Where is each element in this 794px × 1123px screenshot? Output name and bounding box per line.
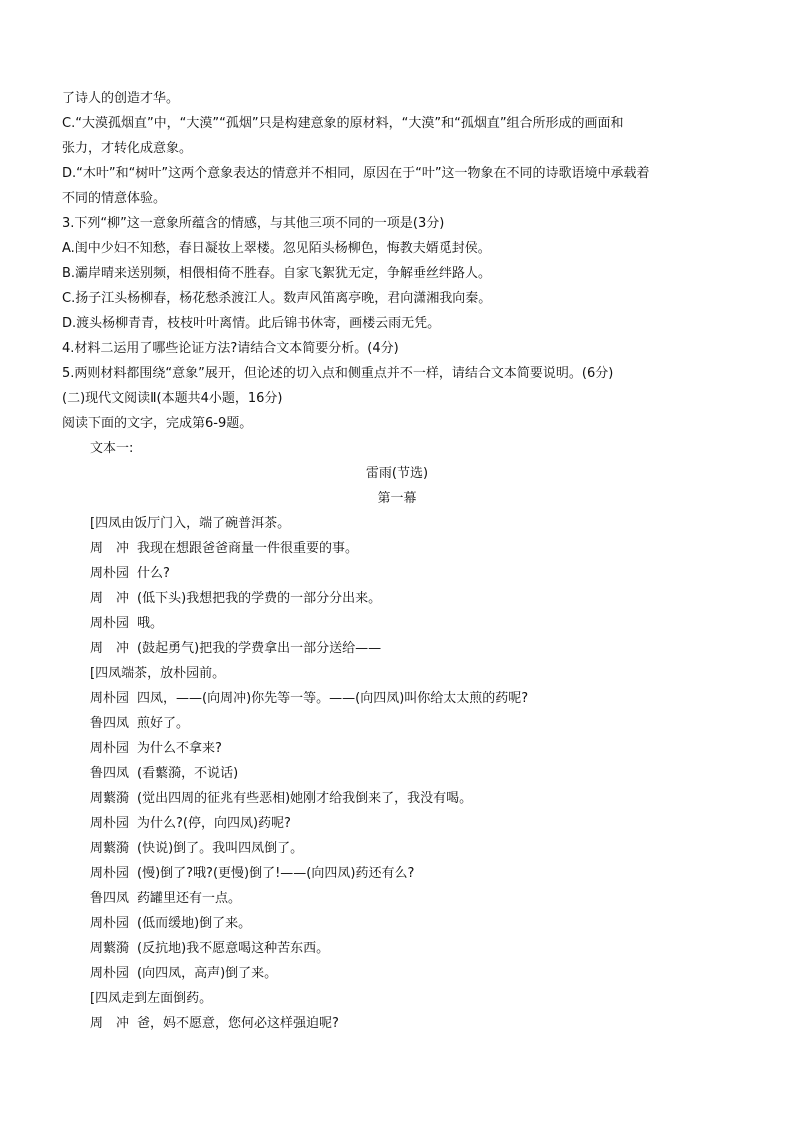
speaker-name: 鲁四凤 — [90, 891, 130, 906]
dialogue-text: (向四凤，高声)倒了来。 — [137, 966, 278, 981]
speaker-name: 周蘩漪 — [90, 791, 130, 806]
speaker-name: 周朴园 — [90, 866, 130, 881]
dialogue-text: 药罐里还有一点。 — [137, 891, 242, 906]
speaker-name: 周蘩漪 — [90, 941, 130, 956]
speaker-name: 鲁四凤 — [90, 716, 130, 731]
dialogue-line — [90, 641, 770, 657]
dialogue-line — [90, 841, 770, 857]
speaker-name: 周朴园 — [90, 616, 130, 631]
speaker-name: 周朴园 — [90, 741, 130, 756]
dialogue-line — [90, 816, 770, 832]
speaker-name: 周朴园 — [90, 566, 130, 581]
paragraph-line: 了诗人的创造才华。 — [62, 91, 180, 106]
dialogue-line — [90, 866, 770, 882]
play-title: 雷雨(节选) — [365, 466, 429, 481]
dialogue-line — [90, 891, 770, 907]
stage-direction: [四凤由饭厅门入，端了碗普洱茶。 — [90, 516, 291, 531]
dialogue-line — [90, 966, 770, 982]
question-3-option-d: D.渡头杨柳青青，枝枝叶叶离情。此后锦书休寄，画楼云雨无凭。 — [62, 316, 441, 331]
dialogue-text: 煎好了。 — [137, 716, 190, 731]
speaker-name: 周朴园 — [90, 691, 130, 706]
speaker-name: 周 冲 — [90, 641, 130, 656]
question-3-option-a: A.闺中少妇不知愁，春日凝妆上翠楼。忽见陌头杨柳色，悔教夫婿觅封侯。 — [62, 241, 491, 256]
question-3: 3.下列“柳”这一意象所蕴含的情感，与其他三项不同的一项是(3分) — [62, 216, 445, 231]
stage-direction: [四凤端茶，放朴园前。 — [90, 666, 226, 681]
dialogue-line — [90, 941, 770, 957]
dialogue-text: (鼓起勇气)把我的学费拿出一部分送给—— — [137, 641, 382, 656]
speaker-name: 周 冲 — [90, 591, 130, 606]
instruction-line: 阅读下面的文字，完成第6-9题。 — [62, 416, 253, 431]
dialogue-text: 四凤，——(向周冲)你先等一等。——(向四凤)叫你给太太煎的药呢? — [137, 691, 529, 706]
speaker-name: 周朴园 — [90, 916, 130, 931]
dialogue-line — [90, 591, 770, 607]
question-5: 5.两则材料都围绕“意象”展开，但论述的切入点和侧重点并不一样，请结合文本简要说明。(6分) — [62, 366, 614, 381]
dialogue-text: (慢)倒了?哦?(更慢)倒了!——(向四凤)药还有么? — [137, 866, 415, 881]
question-4: 4.材料二运用了哪些论证方法?请结合文本简要分析。(4分) — [62, 341, 399, 356]
dialogue-line — [90, 616, 770, 632]
dialogue-text: (觉出四周的征兆有些恶相)她刚才给我倒来了，我没有喝。 — [137, 791, 473, 806]
stage-direction: [四凤走到左面倒药。 — [90, 991, 213, 1006]
dialogue-line — [90, 716, 770, 732]
question-3-option-b: B.灞岸晴来送别频，相偎相倚不胜春。自家飞絮犹无定，争解垂丝绊路人。 — [62, 266, 492, 281]
dialogue-text: 为什么不拿来? — [137, 741, 222, 756]
dialogue-line — [90, 541, 770, 557]
dialogue-text: 我现在想跟爸爸商量一件很重要的事。 — [137, 541, 359, 556]
dialogue-line — [90, 916, 770, 932]
dialogue-text: 什么? — [137, 566, 170, 581]
speaker-name: 周朴园 — [90, 816, 130, 831]
question-3-option-c: C.扬子江头杨柳春，杨花愁杀渡江人。数声风笛离亭晚，君向潇湘我向秦。 — [62, 291, 492, 306]
section-heading: (二)现代文阅读Ⅱ(本题共4小题，16分) — [62, 391, 283, 406]
option-c-continuation: 张力，才转化成意象。 — [62, 141, 193, 156]
speaker-name: 周朴园 — [90, 966, 130, 981]
dialogue-line — [90, 741, 770, 757]
option-d-continuation: 不同的情意体验。 — [62, 191, 167, 206]
dialogue-text: 爸，妈不愿意，您何必这样强迫呢? — [137, 1016, 339, 1031]
option-d-line: D.“木叶”和“树叶”这两个意象表达的情意并不相同，原因在于“叶”这一物象在不同的诗歌语境中承载着 — [62, 166, 650, 181]
speaker-name: 鲁四凤 — [90, 766, 130, 781]
dialogue-line — [90, 1016, 770, 1032]
dialogue-text: (低下头)我想把我的学费的一部分分出来。 — [137, 591, 382, 606]
dialogue-line — [90, 791, 770, 807]
dialogue-text: (看蘩漪，不说话) — [137, 766, 239, 781]
option-c-line: C.“大漠孤烟直”中，“大漠”“孤烟”只是构建意象的原材料，“大漠”和“孤烟直”组合所形成的画面和 — [62, 116, 624, 131]
dialogue-text: (快说)倒了。我叫四凤倒了。 — [137, 841, 304, 856]
speaker-name: 周 冲 — [90, 541, 130, 556]
speaker-name: 周 冲 — [90, 1016, 130, 1031]
dialogue-line — [90, 766, 770, 782]
dialogue-text: (低而缓地)倒了来。 — [137, 916, 252, 931]
speaker-name: 周蘩漪 — [90, 841, 130, 856]
dialogue-text: 为什么?(停，向四凤)药呢? — [137, 816, 291, 831]
dialogue-text: 哦。 — [137, 616, 164, 631]
text-label: 文本一: — [90, 441, 134, 456]
dialogue-line — [90, 566, 770, 582]
act-heading: 第一幕 — [377, 491, 417, 506]
dialogue-line — [90, 691, 770, 707]
dialogue-text: (反抗地)我不愿意喝这种苦东西。 — [137, 941, 330, 956]
